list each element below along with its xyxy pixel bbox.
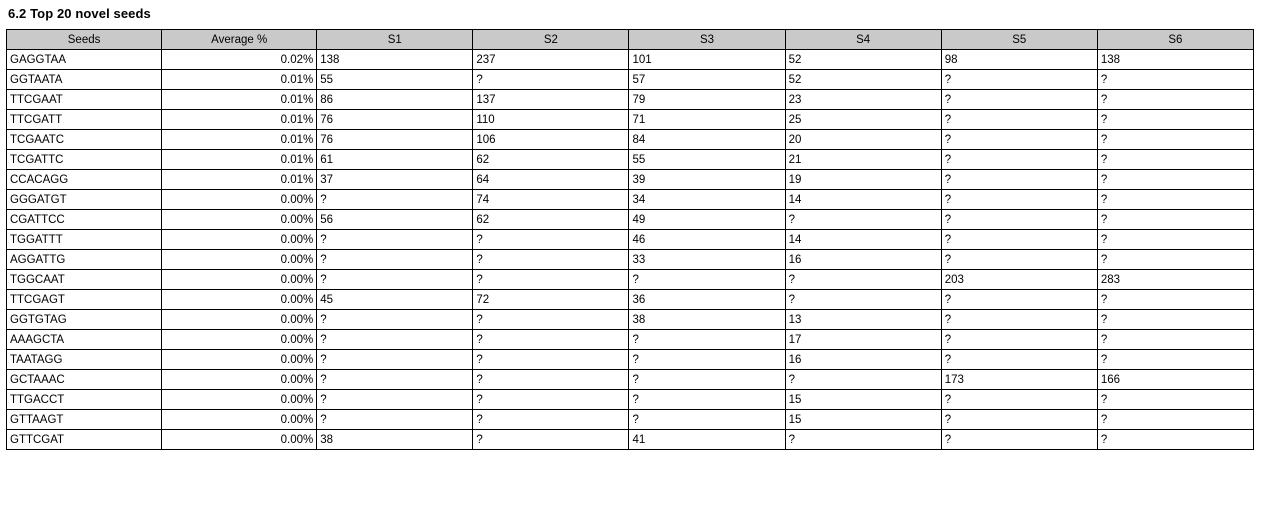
cell-sample-s1: ? xyxy=(317,370,473,390)
cell-average-pct: 0.01% xyxy=(162,150,317,170)
cell-sample-s5: ? xyxy=(941,150,1097,170)
cell-sample-s2: ? xyxy=(473,250,629,270)
cell-sample-s3: 41 xyxy=(629,430,785,450)
cell-sample-s4: 21 xyxy=(785,150,941,170)
cell-sample-s5: ? xyxy=(941,350,1097,370)
cell-sample-s4: 52 xyxy=(785,50,941,70)
table-row xyxy=(7,250,1254,270)
table-row xyxy=(7,230,1254,250)
cell-sample-s5: ? xyxy=(941,390,1097,410)
cell-sample-s4: 14 xyxy=(785,190,941,210)
cell-sample-s2: ? xyxy=(473,70,629,90)
cell-seed: CCACAGG xyxy=(7,170,162,190)
cell-sample-s3: 71 xyxy=(629,110,785,130)
cell-sample-s4: ? xyxy=(785,270,941,290)
cell-sample-s5: ? xyxy=(941,90,1097,110)
cell-sample-s5: ? xyxy=(941,130,1097,150)
cell-average-pct: 0.00% xyxy=(162,310,317,330)
cell-seed: TGGATTT xyxy=(7,230,162,250)
cell-average-pct: 0.00% xyxy=(162,430,317,450)
cell-sample-s4: 13 xyxy=(785,310,941,330)
cell-sample-s1: ? xyxy=(317,410,473,430)
column-header-s6: S6 xyxy=(1097,30,1253,50)
cell-sample-s6: ? xyxy=(1097,350,1253,370)
cell-sample-s2: ? xyxy=(473,310,629,330)
cell-seed: TTGACCT xyxy=(7,390,162,410)
cell-sample-s2: 62 xyxy=(473,150,629,170)
cell-sample-s3: 38 xyxy=(629,310,785,330)
cell-sample-s3: 79 xyxy=(629,90,785,110)
cell-sample-s3: 34 xyxy=(629,190,785,210)
cell-sample-s4: 20 xyxy=(785,130,941,150)
table-row xyxy=(7,270,1254,290)
cell-average-pct: 0.01% xyxy=(162,170,317,190)
cell-sample-s4: 52 xyxy=(785,70,941,90)
cell-sample-s6: ? xyxy=(1097,430,1253,450)
cell-sample-s1: ? xyxy=(317,250,473,270)
cell-sample-s5: ? xyxy=(941,410,1097,430)
page-title: 6.2 Top 20 novel seeds xyxy=(8,6,151,21)
table-row xyxy=(7,130,1254,150)
cell-sample-s5: 203 xyxy=(941,270,1097,290)
cell-sample-s5: ? xyxy=(941,70,1097,90)
cell-seed: TTCGAAT xyxy=(7,90,162,110)
cell-sample-s3: 33 xyxy=(629,250,785,270)
cell-sample-s2: 237 xyxy=(473,50,629,70)
cell-sample-s5: ? xyxy=(941,290,1097,310)
cell-sample-s5: ? xyxy=(941,230,1097,250)
cell-sample-s1: 61 xyxy=(317,150,473,170)
column-header-s5: S5 xyxy=(941,30,1097,50)
cell-seed: GTTCGAT xyxy=(7,430,162,450)
cell-sample-s3: ? xyxy=(629,370,785,390)
cell-sample-s2: 62 xyxy=(473,210,629,230)
cell-sample-s4: ? xyxy=(785,290,941,310)
cell-average-pct: 0.00% xyxy=(162,390,317,410)
cell-sample-s1: 86 xyxy=(317,90,473,110)
cell-sample-s5: 173 xyxy=(941,370,1097,390)
cell-sample-s2: 74 xyxy=(473,190,629,210)
cell-sample-s2: 64 xyxy=(473,170,629,190)
cell-seed: TAATAGG xyxy=(7,350,162,370)
table-row xyxy=(7,310,1254,330)
cell-sample-s1: 76 xyxy=(317,130,473,150)
cell-seed: GAGGTAA xyxy=(7,50,162,70)
cell-sample-s1: ? xyxy=(317,230,473,250)
table-row xyxy=(7,90,1254,110)
cell-sample-s6: ? xyxy=(1097,410,1253,430)
cell-sample-s6: ? xyxy=(1097,110,1253,130)
cell-average-pct: 0.00% xyxy=(162,250,317,270)
cell-sample-s2: 137 xyxy=(473,90,629,110)
cell-sample-s6: ? xyxy=(1097,70,1253,90)
cell-sample-s1: 138 xyxy=(317,50,473,70)
cell-sample-s1: 37 xyxy=(317,170,473,190)
cell-sample-s2: ? xyxy=(473,430,629,450)
cell-average-pct: 0.00% xyxy=(162,370,317,390)
cell-sample-s2: ? xyxy=(473,390,629,410)
cell-sample-s6: 166 xyxy=(1097,370,1253,390)
cell-sample-s6: ? xyxy=(1097,150,1253,170)
cell-sample-s3: 101 xyxy=(629,50,785,70)
cell-sample-s6: ? xyxy=(1097,250,1253,270)
cell-seed: AAAGCTA xyxy=(7,330,162,350)
cell-sample-s6: ? xyxy=(1097,290,1253,310)
cell-sample-s6: 283 xyxy=(1097,270,1253,290)
cell-sample-s1: 76 xyxy=(317,110,473,130)
cell-sample-s6: 138 xyxy=(1097,50,1253,70)
table-row xyxy=(7,390,1254,410)
cell-sample-s3: 39 xyxy=(629,170,785,190)
column-header-s4: S4 xyxy=(785,30,941,50)
table-row xyxy=(7,170,1254,190)
cell-seed: GTTAAGT xyxy=(7,410,162,430)
cell-sample-s6: ? xyxy=(1097,210,1253,230)
cell-sample-s5: ? xyxy=(941,110,1097,130)
cell-sample-s1: ? xyxy=(317,350,473,370)
cell-average-pct: 0.00% xyxy=(162,410,317,430)
table-row xyxy=(7,290,1254,310)
cell-sample-s1: 55 xyxy=(317,70,473,90)
cell-sample-s1: ? xyxy=(317,390,473,410)
cell-average-pct: 0.02% xyxy=(162,50,317,70)
cell-seed: GGTGTAG xyxy=(7,310,162,330)
table-row xyxy=(7,330,1254,350)
table-row xyxy=(7,150,1254,170)
cell-sample-s5: ? xyxy=(941,170,1097,190)
cell-sample-s3: ? xyxy=(629,330,785,350)
cell-sample-s5: ? xyxy=(941,250,1097,270)
cell-seed: AGGATTG xyxy=(7,250,162,270)
cell-seed: GGGATGT xyxy=(7,190,162,210)
cell-sample-s1: 38 xyxy=(317,430,473,450)
column-header-average-pct: Average % xyxy=(162,30,317,50)
cell-average-pct: 0.00% xyxy=(162,190,317,210)
cell-sample-s2: ? xyxy=(473,350,629,370)
cell-sample-s3: ? xyxy=(629,270,785,290)
cell-average-pct: 0.01% xyxy=(162,70,317,90)
cell-sample-s4: ? xyxy=(785,370,941,390)
cell-seed: CGATTCC xyxy=(7,210,162,230)
column-header-s1: S1 xyxy=(317,30,473,50)
cell-sample-s3: ? xyxy=(629,390,785,410)
cell-sample-s6: ? xyxy=(1097,130,1253,150)
cell-sample-s5: ? xyxy=(941,330,1097,350)
cell-sample-s1: 45 xyxy=(317,290,473,310)
cell-sample-s4: 16 xyxy=(785,250,941,270)
cell-sample-s6: ? xyxy=(1097,390,1253,410)
cell-seed: GGTAATA xyxy=(7,70,162,90)
cell-sample-s2: ? xyxy=(473,410,629,430)
table-header-row xyxy=(7,30,1254,50)
cell-average-pct: 0.00% xyxy=(162,330,317,350)
cell-sample-s1: 56 xyxy=(317,210,473,230)
cell-seed: TGGCAAT xyxy=(7,270,162,290)
cell-sample-s3: ? xyxy=(629,350,785,370)
cell-sample-s4: 17 xyxy=(785,330,941,350)
table-row xyxy=(7,110,1254,130)
cell-sample-s5: ? xyxy=(941,190,1097,210)
column-header-s3: S3 xyxy=(629,30,785,50)
cell-sample-s2: ? xyxy=(473,270,629,290)
cell-sample-s3: 55 xyxy=(629,150,785,170)
cell-average-pct: 0.00% xyxy=(162,210,317,230)
cell-average-pct: 0.00% xyxy=(162,270,317,290)
table-row xyxy=(7,350,1254,370)
cell-sample-s5: 98 xyxy=(941,50,1097,70)
cell-average-pct: 0.01% xyxy=(162,110,317,130)
table-row xyxy=(7,370,1254,390)
table-row xyxy=(7,50,1254,70)
cell-average-pct: 0.00% xyxy=(162,230,317,250)
cell-sample-s1: ? xyxy=(317,190,473,210)
cell-sample-s4: 19 xyxy=(785,170,941,190)
cell-average-pct: 0.01% xyxy=(162,90,317,110)
cell-sample-s4: 25 xyxy=(785,110,941,130)
cell-sample-s3: 49 xyxy=(629,210,785,230)
cell-sample-s3: 36 xyxy=(629,290,785,310)
cell-average-pct: 0.00% xyxy=(162,350,317,370)
cell-seed: TCGATTC xyxy=(7,150,162,170)
cell-sample-s2: 72 xyxy=(473,290,629,310)
cell-seed: TCGAATC xyxy=(7,130,162,150)
cell-sample-s6: ? xyxy=(1097,190,1253,210)
cell-sample-s5: ? xyxy=(941,310,1097,330)
cell-sample-s4: 16 xyxy=(785,350,941,370)
cell-sample-s6: ? xyxy=(1097,310,1253,330)
cell-sample-s2: ? xyxy=(473,370,629,390)
cell-sample-s4: ? xyxy=(785,210,941,230)
cell-sample-s2: ? xyxy=(473,230,629,250)
table-header xyxy=(7,30,1254,50)
cell-sample-s1: ? xyxy=(317,270,473,290)
cell-sample-s4: 15 xyxy=(785,390,941,410)
cell-sample-s1: ? xyxy=(317,310,473,330)
cell-sample-s3: ? xyxy=(629,410,785,430)
cell-seed: TTCGATT xyxy=(7,110,162,130)
column-header-s2: S2 xyxy=(473,30,629,50)
cell-sample-s3: 57 xyxy=(629,70,785,90)
cell-sample-s1: ? xyxy=(317,330,473,350)
cell-sample-s4: 23 xyxy=(785,90,941,110)
cell-sample-s2: 110 xyxy=(473,110,629,130)
cell-sample-s6: ? xyxy=(1097,90,1253,110)
cell-sample-s4: ? xyxy=(785,430,941,450)
table-row xyxy=(7,190,1254,210)
cell-sample-s6: ? xyxy=(1097,230,1253,250)
table-row xyxy=(7,410,1254,430)
column-header-seeds: Seeds xyxy=(7,30,162,50)
cell-sample-s6: ? xyxy=(1097,170,1253,190)
cell-sample-s3: 46 xyxy=(629,230,785,250)
top-novel-seeds-table xyxy=(6,29,1254,450)
cell-average-pct: 0.01% xyxy=(162,130,317,150)
cell-sample-s2: ? xyxy=(473,330,629,350)
cell-seed: TTCGAGT xyxy=(7,290,162,310)
cell-sample-s4: 15 xyxy=(785,410,941,430)
cell-sample-s5: ? xyxy=(941,430,1097,450)
cell-sample-s2: 106 xyxy=(473,130,629,150)
table-body xyxy=(7,50,1254,450)
cell-sample-s5: ? xyxy=(941,210,1097,230)
cell-sample-s4: 14 xyxy=(785,230,941,250)
table-row xyxy=(7,430,1254,450)
table-row xyxy=(7,210,1254,230)
cell-seed: GCTAAAC xyxy=(7,370,162,390)
table-row xyxy=(7,70,1254,90)
cell-sample-s6: ? xyxy=(1097,330,1253,350)
cell-average-pct: 0.00% xyxy=(162,290,317,310)
cell-sample-s3: 84 xyxy=(629,130,785,150)
